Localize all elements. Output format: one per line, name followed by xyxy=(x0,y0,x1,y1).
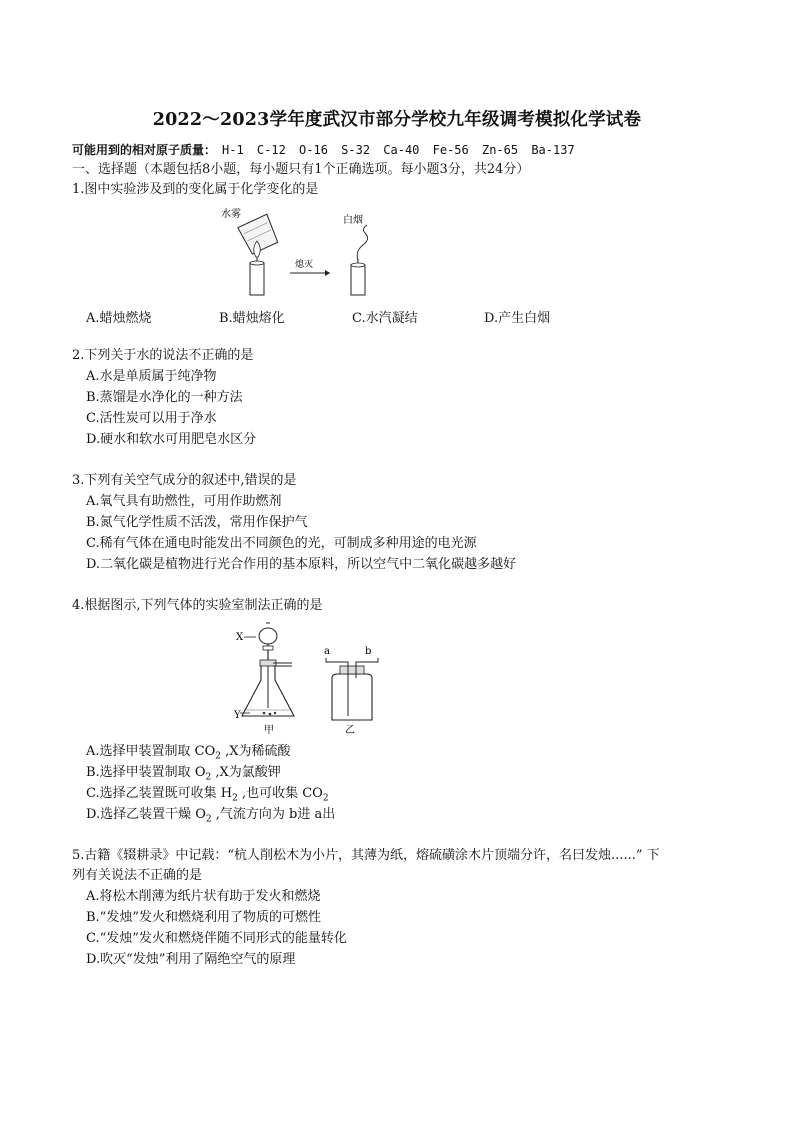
q5-option-a[interactable]: A.将松木削薄为纸片状有助于发火和燃烧 xyxy=(86,889,321,904)
smoke-label: 白烟 xyxy=(343,215,363,226)
separatory-funnel-icon xyxy=(244,623,277,664)
q1-option-a[interactable]: A.蜡烛燃烧 xyxy=(86,311,152,326)
q4-option-c[interactable]: C.选择乙装置既可收集 $H_2$ ,也可收集 $CO_2$ xyxy=(86,786,329,804)
label-y: Y xyxy=(234,710,241,721)
atomic-mass-values: H-1 C-12 O-16 S-32 Ca-40 Fe-56 Zn-65 Ba-137 xyxy=(222,143,575,157)
q3-option-c[interactable]: C.稀有气体在通电时能发出不同颜色的光，可制成多种用途的电光源 xyxy=(86,536,477,551)
q3-stem: 3.下列有关空气成分的叙述中,错误的是 xyxy=(72,473,297,488)
q1-stem: 1.图中实验涉及到的变化属于化学变化的是 xyxy=(72,182,319,197)
q4-apparatus-figure xyxy=(228,620,388,742)
q4-stem: 4.根据图示,下列气体的实验室制法正确的是 xyxy=(72,598,323,613)
q2-option-b[interactable]: B.蒸馏是水净化的一种方法 xyxy=(86,390,243,405)
label-b: b xyxy=(365,646,372,657)
q3-option-a[interactable]: A.氧气具有助燃性，可用作助燃剂 xyxy=(86,494,282,509)
q1-option-b[interactable]: B.蜡烛熔化 xyxy=(219,311,285,326)
q4-option-a[interactable]: A.选择甲装置制取 $CO_2$ ,X为稀硫酸 xyxy=(86,744,291,762)
conical-flask-icon xyxy=(240,660,294,716)
q5-stem-line1: 5.古籍《辍耕录》中记载：“杭人削松木为小片，其薄为纸，熔硫磺涂木片顶端分许，名曰发烛......” 下 xyxy=(72,848,660,863)
right-arrow-icon xyxy=(290,270,330,276)
q5-option-b[interactable]: B.“发烛”发火和燃烧利用了物质的可燃性 xyxy=(86,910,321,925)
q5-option-d[interactable]: D.吹灭“发烛”利用了隔绝空气的原理 xyxy=(86,952,296,967)
q2-stem: 2.下列关于水的说法不正确的是 xyxy=(72,348,254,363)
q3-option-b[interactable]: B.氮气化学性质不活泼，常用作保护气 xyxy=(86,515,308,530)
section-heading: 一、选择题（本题包括8小题，每小题只有1个正确选项。每小题3分，共24分） xyxy=(72,162,530,177)
mist-label: 水雾 xyxy=(221,209,241,220)
q4-option-b[interactable]: B.选择甲装置制取 $O_2$ ,X为氯酸钾 xyxy=(86,765,281,783)
q3-option-d[interactable]: D.二氧化碳是植物进行光合作用的基本原料，所以空气中二氧化碳越多越好 xyxy=(86,557,517,572)
q1-option-d[interactable]: D.产生白烟 xyxy=(484,311,551,326)
label-x: X xyxy=(236,632,244,643)
label-jia: 甲 xyxy=(264,725,274,736)
extinguish-label: 熄灭 xyxy=(295,260,314,270)
q2-option-d[interactable]: D.硬水和软水可用肥皂水区分 xyxy=(86,432,257,447)
exam-title: 2022～2023学年度武汉市部分学校九年级调考模拟化学试卷 xyxy=(152,110,642,130)
label-yi: 乙 xyxy=(345,725,355,736)
q5-stem-line2: 列有关说法不正确的是 xyxy=(72,868,203,883)
gas-bottle-icon xyxy=(326,658,378,720)
q4-option-d[interactable]: D.选择乙装置干燥 $O_2$ ,气流方向为 b进 a出 xyxy=(86,807,336,825)
label-a: a xyxy=(324,646,330,657)
q2-option-c[interactable]: C.活性炭可以用于净水 xyxy=(86,411,217,426)
q2-option-a[interactable]: A.水是单质属于纯净物 xyxy=(86,369,217,384)
q1-candle-figure xyxy=(215,205,390,300)
atomic-mass-label: 可能用到的相对原子质量： xyxy=(72,143,217,157)
q1-option-c[interactable]: C.水汽凝结 xyxy=(352,311,418,326)
q5-option-c[interactable]: C.“发烛”发火和燃烧伴随不同形式的能量转化 xyxy=(86,931,347,946)
atomic-mass-line xyxy=(72,141,575,159)
smoke-icon xyxy=(357,225,367,261)
extinguished-candle-icon xyxy=(351,259,365,295)
